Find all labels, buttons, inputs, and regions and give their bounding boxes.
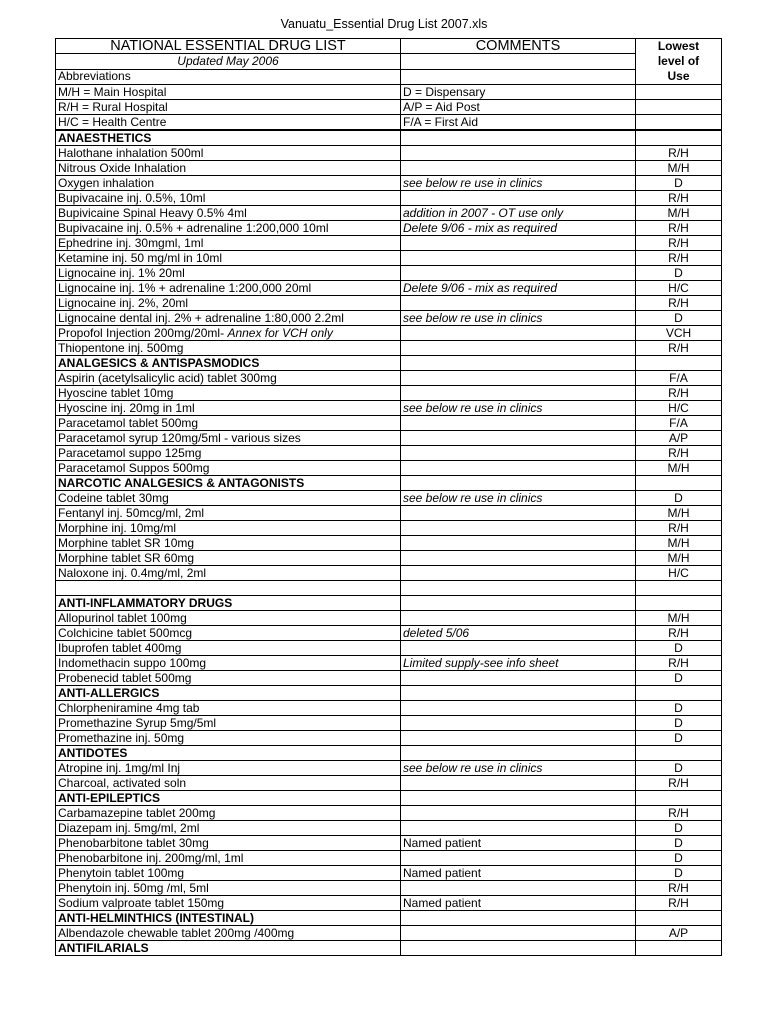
drug-name-text: Phenobarbitone inj. 200mg/ml, 1ml: [58, 850, 244, 865]
drug-name: [56, 461, 401, 476]
empty-cell: [401, 746, 636, 761]
drug-comment: Delete 9/06 - mix as required: [401, 221, 636, 236]
level-of-use: R/H: [636, 896, 722, 911]
drug-name: [56, 521, 401, 536]
level-of-use: A/P: [636, 926, 722, 941]
drug-name: [56, 176, 401, 191]
drug-comment: [401, 341, 636, 356]
section-heading: ANTI-INFLAMMATORY DRUGS: [56, 596, 401, 611]
drug-name-text: Promethazine Syrup 5mg/5ml: [58, 715, 217, 730]
level-of-use: R/H: [636, 446, 722, 461]
level-of-use: D: [636, 851, 722, 866]
empty-cell: [636, 356, 722, 371]
drug-comment: Named patient: [401, 866, 636, 881]
drug-comment: [401, 881, 636, 896]
drug-row: [56, 416, 722, 431]
level-of-use: R/H: [636, 236, 722, 251]
level-of-use: R/H: [636, 251, 722, 266]
drug-name-text: Diazepam inj. 5mg/ml, 2ml: [58, 820, 200, 835]
drug-name-text: Nitrous Oxide Inhalation: [58, 160, 187, 175]
drug-row: [56, 401, 722, 416]
drug-comment: see below re use in clinics: [401, 176, 636, 191]
level-of-use: F/A: [636, 416, 722, 431]
empty-cell: [636, 581, 722, 596]
drug-row: [56, 326, 722, 341]
drug-name: [56, 401, 401, 416]
empty-cell: [636, 476, 722, 491]
drug-name: [56, 926, 401, 941]
empty-cell: [401, 54, 636, 69]
drug-name: [56, 776, 401, 791]
level-of-use: F/A: [636, 371, 722, 386]
drug-row: [56, 851, 722, 866]
drug-name-text: Lignocaine dental inj. 2% + adrenaline 1:80,000 2.2ml: [58, 310, 344, 325]
level-header-line3: Use: [667, 69, 690, 83]
drug-name-text: Fentanyl inj. 50mcg/ml, 2ml: [58, 505, 205, 520]
drug-name: [56, 566, 401, 581]
level-of-use: R/H: [636, 146, 722, 161]
drug-name-text: Chlorpheniramine 4mg tab: [58, 700, 200, 715]
drug-name: [56, 416, 401, 431]
drug-row: [56, 566, 722, 581]
section-heading: ANAESTHETICS: [56, 130, 401, 146]
drug-row: [56, 491, 722, 506]
drug-row: [56, 641, 722, 656]
drug-name: [56, 656, 401, 671]
drug-comment: [401, 851, 636, 866]
drug-name-text: Ibuprofen tablet 400mg: [58, 640, 182, 655]
level-of-use: D: [636, 731, 722, 746]
empty-cell: [401, 911, 636, 926]
drug-name-text: Bupivacaine inj. 0.5% + adrenaline 1:200,000 10ml: [58, 220, 329, 235]
level-of-use: D: [636, 311, 722, 326]
drug-comment: [401, 386, 636, 401]
empty-cell: [636, 941, 722, 956]
drug-name: [56, 866, 401, 881]
level-of-use: M/H: [636, 611, 722, 626]
drug-name-text: Lignocaine inj. 1% 20ml: [58, 265, 185, 280]
empty-cell: [636, 115, 722, 131]
drug-name-text: Lignocaine inj. 2%, 20ml: [58, 295, 189, 310]
level-of-use: D: [636, 266, 722, 281]
drug-name: [56, 881, 401, 896]
drug-name: [56, 671, 401, 686]
drug-name-text: Promethazine inj. 50mg: [58, 730, 185, 745]
abbrev-left: H/C = Health Centre: [56, 115, 401, 131]
level-of-use: R/H: [636, 656, 722, 671]
level-of-use: M/H: [636, 551, 722, 566]
drug-row: [56, 656, 722, 671]
drug-comment: [401, 251, 636, 266]
empty-cell: [401, 791, 636, 806]
drug-row: [56, 341, 722, 356]
drug-comment: Named patient: [401, 836, 636, 851]
drug-row: [56, 836, 722, 851]
abbreviations-label: Abbreviations: [56, 69, 401, 84]
empty-cell: [636, 85, 722, 100]
empty-cell: [401, 686, 636, 701]
drug-name-text: Morphine inj. 10mg/ml: [58, 520, 177, 535]
drug-name-text: Ketamine inj. 50 mg/ml in 10ml: [58, 250, 223, 265]
drug-name: [56, 896, 401, 911]
level-of-use: R/H: [636, 341, 722, 356]
level-of-use: M/H: [636, 161, 722, 176]
drug-row: [56, 461, 722, 476]
drug-name: [56, 191, 401, 206]
drug-comment: Delete 9/06 - mix as required: [401, 281, 636, 296]
level-of-use: R/H: [636, 386, 722, 401]
drug-comment: [401, 701, 636, 716]
section-row: [56, 791, 722, 806]
drug-name: [56, 701, 401, 716]
drug-row: [56, 251, 722, 266]
level-of-use: M/H: [636, 536, 722, 551]
level-of-use: R/H: [636, 776, 722, 791]
drug-comment: [401, 806, 636, 821]
drug-name-text: Bupivicaine Spinal Heavy 0.5% 4ml: [58, 205, 247, 220]
drug-name: [56, 326, 401, 341]
drug-row: [56, 146, 722, 161]
drug-row: [56, 776, 722, 791]
section-heading: ANTIDOTES: [56, 746, 401, 761]
drug-comment: [401, 326, 636, 341]
drug-comment: see below re use in clinics: [401, 491, 636, 506]
level-header-line1: Lowest: [657, 39, 700, 53]
drug-row: [56, 821, 722, 836]
drug-name: [56, 446, 401, 461]
drug-comment: [401, 431, 636, 446]
drug-name-text: Charcoal, activated soln: [58, 775, 187, 790]
abbrev-right: D = Dispensary: [401, 85, 636, 100]
drug-row: [56, 551, 722, 566]
drug-name: [56, 431, 401, 446]
drug-name: [56, 491, 401, 506]
empty-cell: [636, 911, 722, 926]
drug-name-text: Halothane inhalation 500ml: [58, 145, 204, 160]
drug-comment: deleted 5/06: [401, 626, 636, 641]
empty-cell: [401, 581, 636, 596]
level-of-use: A/P: [636, 431, 722, 446]
drug-name-text: Thiopentone inj. 500mg: [58, 340, 184, 355]
drug-comment: see below re use in clinics: [401, 401, 636, 416]
level-of-use: D: [636, 761, 722, 776]
drug-name-text: Albendazole chewable tablet 200mg /400mg: [58, 925, 295, 940]
drug-row: [56, 896, 722, 911]
section-row: [56, 356, 722, 371]
drug-name: [56, 761, 401, 776]
list-title: NATIONAL ESSENTIAL DRUG LIST: [56, 39, 401, 54]
drug-name-text: Probenecid tablet 500mg: [58, 670, 192, 685]
blank-row: [56, 581, 722, 596]
drug-row: [56, 716, 722, 731]
drug-row: [56, 761, 722, 776]
drug-name: [56, 821, 401, 836]
drug-name: [56, 611, 401, 626]
drug-comment: [401, 926, 636, 941]
drug-comment: [401, 671, 636, 686]
drug-name: [56, 236, 401, 251]
drug-comment: [401, 266, 636, 281]
comments-header: COMMENTS: [401, 39, 636, 54]
drug-name: [56, 386, 401, 401]
drug-name: [56, 266, 401, 281]
drug-name-text: Bupivacaine inj. 0.5%, 10ml: [58, 190, 206, 205]
section-row: [56, 130, 722, 146]
abbrev-right: A/P = Aid Post: [401, 100, 636, 115]
drug-name-text: Morphine tablet SR 10mg: [58, 535, 195, 550]
drug-comment: see below re use in clinics: [401, 761, 636, 776]
abbrev-left: R/H = Rural Hospital: [56, 100, 401, 115]
section-row: [56, 746, 722, 761]
drug-comment: Named patient: [401, 896, 636, 911]
drug-row: [56, 236, 722, 251]
drug-name: [56, 251, 401, 266]
abbrev-left: M/H = Main Hospital: [56, 85, 401, 100]
drug-name-text: Propofol Injection 200mg/20ml-: [58, 325, 228, 340]
level-of-use: H/C: [636, 401, 722, 416]
drug-name: [56, 296, 401, 311]
section-heading: NARCOTIC ANALGESICS & ANTAGONISTS: [56, 476, 401, 491]
level-of-use: R/H: [636, 296, 722, 311]
drug-name-text: Phenytoin tablet 100mg: [58, 865, 185, 880]
empty-cell: [636, 791, 722, 806]
drug-row: [56, 311, 722, 326]
drug-name-text: Paracetamol suppo 125mg: [58, 445, 202, 460]
drug-comment: [401, 611, 636, 626]
empty-cell: [636, 686, 722, 701]
level-of-use: D: [636, 716, 722, 731]
section-heading: ANTI-HELMINTHICS (INTESTINAL): [56, 911, 401, 926]
drug-comment: [401, 146, 636, 161]
document-title: Vanuatu_Essential Drug List 2007.xls: [280, 17, 488, 31]
drug-row: [56, 161, 722, 176]
drug-name: [56, 311, 401, 326]
level-of-use: R/H: [636, 626, 722, 641]
drug-comment: [401, 536, 636, 551]
empty-cell: [401, 69, 636, 84]
drug-name: [56, 641, 401, 656]
drug-name-text: Phenobarbitone tablet 30mg: [58, 835, 209, 850]
drug-row: [56, 701, 722, 716]
drug-name: [56, 536, 401, 551]
level-of-use: D: [636, 671, 722, 686]
level-of-use: R/H: [636, 521, 722, 536]
drug-name-text: Paracetamol tablet 500mg: [58, 415, 199, 430]
drug-name-text: Hyoscine tablet 10mg: [58, 385, 174, 400]
empty-cell: [401, 941, 636, 956]
drug-comment: addition in 2007 - OT use only: [401, 206, 636, 221]
drug-name: [56, 206, 401, 221]
level-of-use: H/C: [636, 566, 722, 581]
drug-name: [56, 161, 401, 176]
empty-cell: [401, 130, 636, 146]
drug-name-text: Oxygen inhalation: [58, 175, 155, 190]
drug-name-text: Morphine tablet SR 60mg: [58, 550, 195, 565]
drug-name-text: Naloxone inj. 0.4mg/ml, 2ml: [58, 565, 207, 580]
level-of-use: D: [636, 866, 722, 881]
drug-list-table: [55, 38, 722, 956]
drug-name: [56, 626, 401, 641]
drug-row: [56, 506, 722, 521]
drug-name-text: Allopurinol tablet 100mg: [58, 610, 187, 625]
section-row: [56, 911, 722, 926]
drug-name: [56, 146, 401, 161]
drug-name: [56, 731, 401, 746]
section-heading: ANTIFILARIALS: [56, 941, 401, 956]
drug-name-text: Hyoscine inj. 20mg in 1ml: [58, 400, 195, 415]
drug-name: [56, 281, 401, 296]
drug-name-text: Codeine tablet 30mg: [58, 490, 169, 505]
drug-row: [56, 431, 722, 446]
section-row: [56, 476, 722, 491]
updated-date: Updated May 2006: [56, 54, 401, 69]
drug-name: [56, 341, 401, 356]
drug-row: [56, 386, 722, 401]
drug-row: [56, 191, 722, 206]
drug-comment: Limited supply-see info sheet: [401, 656, 636, 671]
drug-comment: [401, 236, 636, 251]
drug-name: [56, 851, 401, 866]
drug-name-text: Paracetamol syrup 120mg/5ml - various sizes: [58, 430, 301, 445]
section-row: [56, 941, 722, 956]
level-of-use: H/C: [636, 281, 722, 296]
drug-row: [56, 206, 722, 221]
drug-comment: [401, 716, 636, 731]
drug-name-text: Paracetamol Suppos 500mg: [58, 460, 210, 475]
drug-name-text: Sodium valproate tablet 150mg: [58, 895, 225, 910]
empty-cell: [636, 100, 722, 115]
drug-name: [56, 716, 401, 731]
drug-comment: [401, 446, 636, 461]
drug-name-text: Phenytoin inj. 50mg /ml, 5ml: [58, 880, 209, 895]
drug-name: [56, 221, 401, 236]
drug-comment: [401, 821, 636, 836]
drug-name: [56, 836, 401, 851]
drug-row: [56, 266, 722, 281]
level-header: [636, 39, 722, 85]
drug-name-text: Ephedrine inj. 30mgml, 1ml: [58, 235, 204, 250]
drug-comment: [401, 776, 636, 791]
drug-row: [56, 881, 722, 896]
level-of-use: M/H: [636, 461, 722, 476]
drug-comment: [401, 416, 636, 431]
level-of-use: M/H: [636, 206, 722, 221]
abbrev-right: F/A = First Aid: [401, 115, 636, 131]
empty-cell: [401, 596, 636, 611]
drug-row: [56, 176, 722, 191]
level-of-use: D: [636, 176, 722, 191]
drug-row: [56, 671, 722, 686]
drug-name-text: Colchicine tablet 500mcg: [58, 625, 193, 640]
level-of-use: D: [636, 641, 722, 656]
drug-comment: [401, 566, 636, 581]
drug-comment: [401, 161, 636, 176]
empty-cell: [636, 596, 722, 611]
drug-row: [56, 521, 722, 536]
drug-name-text: Atropine inj. 1mg/ml Inj: [58, 760, 181, 775]
drug-comment: [401, 191, 636, 206]
drug-name: [56, 506, 401, 521]
level-of-use: M/H: [636, 506, 722, 521]
level-header-line2: level of: [657, 54, 700, 68]
drug-name-text: Aspirin (acetylsalicylic acid) tablet 300mg: [58, 370, 277, 385]
level-of-use: D: [636, 491, 722, 506]
drug-comment: [401, 731, 636, 746]
section-heading: ANTI-ALLERGICS: [56, 686, 401, 701]
drug-comment: [401, 641, 636, 656]
section-heading: ANALGESICS & ANTISPASMODICS: [56, 356, 401, 371]
drug-row: [56, 536, 722, 551]
section-row: [56, 686, 722, 701]
drug-comment: [401, 461, 636, 476]
section-row: [56, 596, 722, 611]
level-of-use: R/H: [636, 191, 722, 206]
drug-row: [56, 446, 722, 461]
drug-name: [56, 551, 401, 566]
empty-cell: [636, 130, 722, 146]
drug-comment: see below re use in clinics: [401, 311, 636, 326]
drug-comment: [401, 521, 636, 536]
empty-cell: [401, 356, 636, 371]
level-of-use: R/H: [636, 221, 722, 236]
drug-row: [56, 281, 722, 296]
level-of-use: D: [636, 836, 722, 851]
drug-row: [56, 926, 722, 941]
level-of-use: D: [636, 821, 722, 836]
annex-note: Annex for VCH only: [227, 325, 333, 340]
drug-name-text: Carbamazepine tablet 200mg: [58, 805, 216, 820]
drug-row: [56, 731, 722, 746]
empty-cell: [401, 476, 636, 491]
empty-cell: [636, 746, 722, 761]
level-of-use: R/H: [636, 881, 722, 896]
drug-row: [56, 866, 722, 881]
drug-row: [56, 611, 722, 626]
drug-row: [56, 626, 722, 641]
drug-row: [56, 806, 722, 821]
level-of-use: R/H: [636, 806, 722, 821]
drug-row: [56, 221, 722, 236]
drug-row: [56, 371, 722, 386]
drug-name: [56, 371, 401, 386]
level-of-use: D: [636, 701, 722, 716]
drug-name-text: Indomethacin suppo 100mg: [58, 655, 207, 670]
drug-comment: [401, 296, 636, 311]
drug-row: [56, 296, 722, 311]
section-heading: ANTI-EPILEPTICS: [56, 791, 401, 806]
empty-cell: [56, 581, 401, 596]
drug-comment: [401, 551, 636, 566]
drug-comment: [401, 506, 636, 521]
drug-name: [56, 806, 401, 821]
drug-comment: [401, 371, 636, 386]
level-of-use: VCH: [636, 326, 722, 341]
drug-name-text: Lignocaine inj. 1% + adrenaline 1:200,000 20ml: [58, 280, 312, 295]
